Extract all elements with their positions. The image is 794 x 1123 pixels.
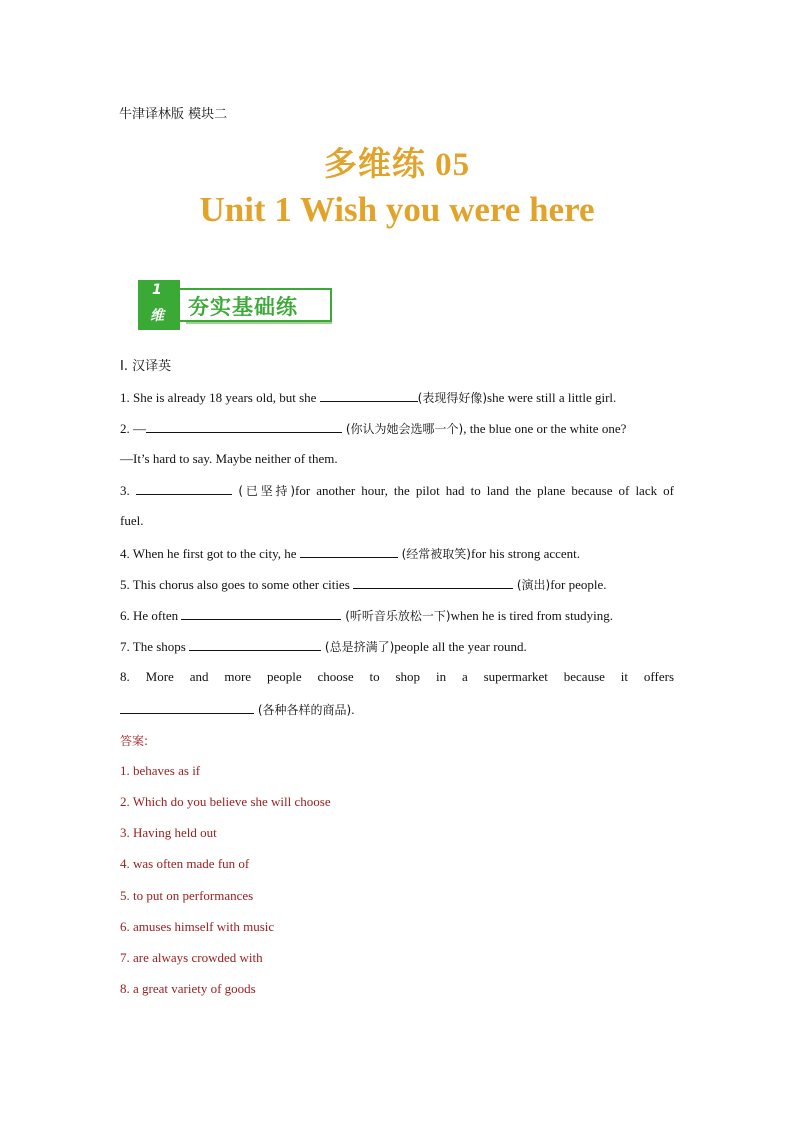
answer-item: 3. Having held out bbox=[120, 825, 217, 840]
badge-number: 1 bbox=[152, 282, 162, 298]
question-5 bbox=[120, 576, 607, 593]
answer-blank bbox=[136, 482, 232, 495]
q6-hint: (听听音乐放松一下) bbox=[341, 609, 451, 623]
q5-tail: for people. bbox=[550, 577, 607, 592]
q3-hint: (已坚持) bbox=[231, 484, 296, 498]
question-1 bbox=[120, 389, 616, 406]
answer-item: 8. a great variety of goods bbox=[120, 981, 256, 996]
answers-label: 答案: bbox=[120, 734, 149, 748]
q3-text: 3. bbox=[120, 483, 136, 498]
q2-tail: , the blue one or the white one? bbox=[463, 421, 627, 436]
question-8-continued bbox=[120, 701, 354, 718]
badge-label: 夯实基础练 bbox=[188, 295, 298, 319]
q3-tail: for another hour, the pilot had to land the plane because of lack of bbox=[295, 483, 674, 498]
unit-title: Unit 1 Wish you were here bbox=[199, 190, 595, 229]
answer-blank bbox=[320, 389, 418, 402]
q5-text: 5. This chorus also goes to some other cities bbox=[120, 577, 354, 592]
badge-label-box bbox=[180, 288, 332, 322]
answer-item: 5. to put on performances bbox=[120, 888, 254, 903]
q7-tail: people all the year round. bbox=[394, 639, 527, 654]
answer-item: 2. Which do you believe she will choose bbox=[120, 794, 331, 809]
q1-tail: she were still a little girl. bbox=[487, 390, 617, 405]
question-3-continued: fuel. bbox=[120, 513, 144, 528]
worksheet-title: 多维练 05 bbox=[323, 147, 471, 183]
q1-text: 1. She is already 18 years old, but she bbox=[120, 390, 320, 405]
question-3 bbox=[120, 482, 674, 499]
question-2 bbox=[120, 420, 626, 437]
badge-wei: 维 bbox=[150, 308, 164, 324]
document-header: 牛津译林版 模块二 bbox=[119, 107, 228, 122]
badge-number-block bbox=[138, 280, 180, 330]
answer-blank bbox=[120, 701, 254, 714]
q2-text: 2. — bbox=[120, 421, 146, 436]
q2-hint: (你认为她会选哪一个) bbox=[342, 422, 464, 436]
question-7 bbox=[120, 638, 527, 655]
question-6 bbox=[120, 607, 613, 624]
answer-blank bbox=[181, 607, 341, 620]
answer-blank bbox=[300, 545, 398, 558]
q4-tail: for his strong accent. bbox=[470, 546, 581, 561]
answer-item: 1. behaves as if bbox=[120, 763, 201, 778]
answer-blank bbox=[146, 420, 342, 433]
question-2-reply: —It’s hard to say. Maybe neither of them. bbox=[120, 451, 338, 466]
answer-blank bbox=[353, 576, 513, 589]
q6-text: 6. He often bbox=[120, 608, 182, 623]
q7-hint: (总是挤满了) bbox=[321, 640, 395, 654]
q7-text: 7. The shops bbox=[120, 639, 190, 654]
q5-hint: (演出) bbox=[513, 578, 551, 592]
section-heading: I. 汉译英 bbox=[120, 359, 172, 374]
section-badge bbox=[138, 280, 334, 330]
answer-item: 7. are always crowded with bbox=[120, 950, 263, 965]
q4-text: 4. When he first got to the city, he bbox=[120, 546, 300, 561]
answer-item: 6. amuses himself with music bbox=[120, 919, 275, 934]
q6-tail: when he is tired from studying. bbox=[450, 608, 614, 623]
q8-hint: (各种各样的商品) bbox=[254, 703, 352, 717]
question-8: 8. More and more people choose to shop in a supermarket because it offers bbox=[120, 669, 674, 684]
answer-item: 4. was often made fun of bbox=[120, 856, 250, 871]
answer-blank bbox=[189, 638, 321, 651]
q4-hint: (经常被取笑) bbox=[397, 547, 471, 561]
question-4 bbox=[120, 545, 580, 562]
q8-tail: . bbox=[351, 702, 355, 717]
q1-hint: (表现得好像) bbox=[417, 391, 488, 405]
